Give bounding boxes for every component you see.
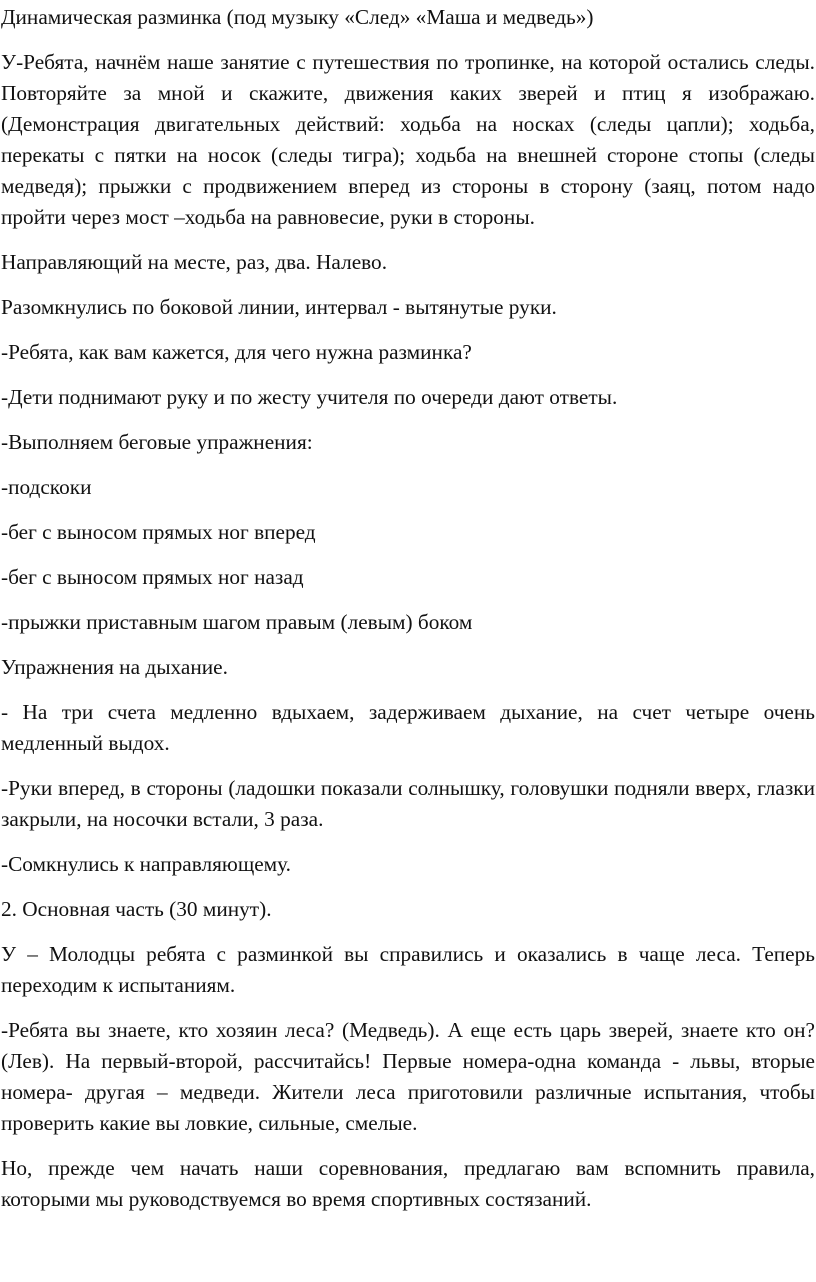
paragraph-running-exercises: -Выполняем беговые упражнения: bbox=[1, 430, 313, 454]
paragraph-close-order: -Сомкнулись к направляющему. bbox=[1, 852, 292, 876]
document-title: Динамическая разминка (под музыку «След» «Маша и медведь») bbox=[1, 5, 594, 29]
paragraph-forest: У – Молодцы ребята с разминкой вы справились и оказались в чаще леса. Теперь переходим к испытаниям. bbox=[1, 942, 815, 997]
paragraph-intro: У-Ребята, начнём наше занятие с путешествия по тропинке, на которой остались следы. Повторяйте за мной и скажите, движения каких зверей и птиц я изображаю. (Демонстрация двигательных действий: ходьба на носках (следы цапли); ходьба, перекаты с пятки на носок (следы тигра); ходьба на внешней стороне стопы (следы медведя); прыжки с продвижением вперед из стороны в сторону (заяц, потом надо пройти через мост –ходьба на равновесие, руки в стороны. bbox=[1, 50, 815, 229]
list-item-run-forward: -бег с выносом прямых ног вперед bbox=[1, 520, 316, 544]
paragraph-children-answer: -Дети поднимают руку и по жесту учителя по очереди дают ответы. bbox=[1, 385, 618, 409]
paragraph-arms-exercise: -Руки вперед, в стороны (ладошки показали солнышку, головушки подняли вверх, глазки закрыли, на носочки встали, 3 раза. bbox=[1, 776, 815, 831]
section-heading-main-part: 2. Основная часть (30 минут). bbox=[1, 897, 272, 921]
paragraph-open-order: Разомкнулись по боковой линии, интервал - вытянутые руки. bbox=[1, 295, 557, 319]
paragraph-breathing-count: - На три счета медленно вдыхаем, задерживаем дыхание, на счет четыре очень медленный выдох. bbox=[1, 700, 815, 755]
paragraph-command-left: Направляющий на месте, раз, два. Налево. bbox=[1, 250, 388, 274]
paragraph-teams: -Ребята вы знаете, кто хозяин леса? (Медведь). А еще есть царь зверей, знаете кто он? (Лев). На первый-второй, рассчитайсь! Первые номера-одна команда - львы, вторые номера- другая – медведи. Жители леса приготовили различные испытания, чтобы проверить какие вы ловкие, сильные, смелые. bbox=[1, 1018, 815, 1135]
list-item-side-jumps: -прыжки приставным шагом правым (левым) боком bbox=[1, 610, 473, 634]
paragraph-question-warmup: -Ребята, как вам кажется, для чего нужна разминка? bbox=[1, 340, 472, 364]
paragraph-rules: Но, прежде чем начать наши соревнования, предлагаю вам вспомнить правила, которыми мы руководствуемся во время спортивных состязаний. bbox=[1, 1156, 815, 1211]
list-item-run-back: -бег с выносом прямых ног назад bbox=[1, 565, 304, 589]
list-item-skips: -подскоки bbox=[1, 475, 92, 499]
paragraph-breathing-heading: Упражнения на дыхание. bbox=[1, 655, 228, 679]
